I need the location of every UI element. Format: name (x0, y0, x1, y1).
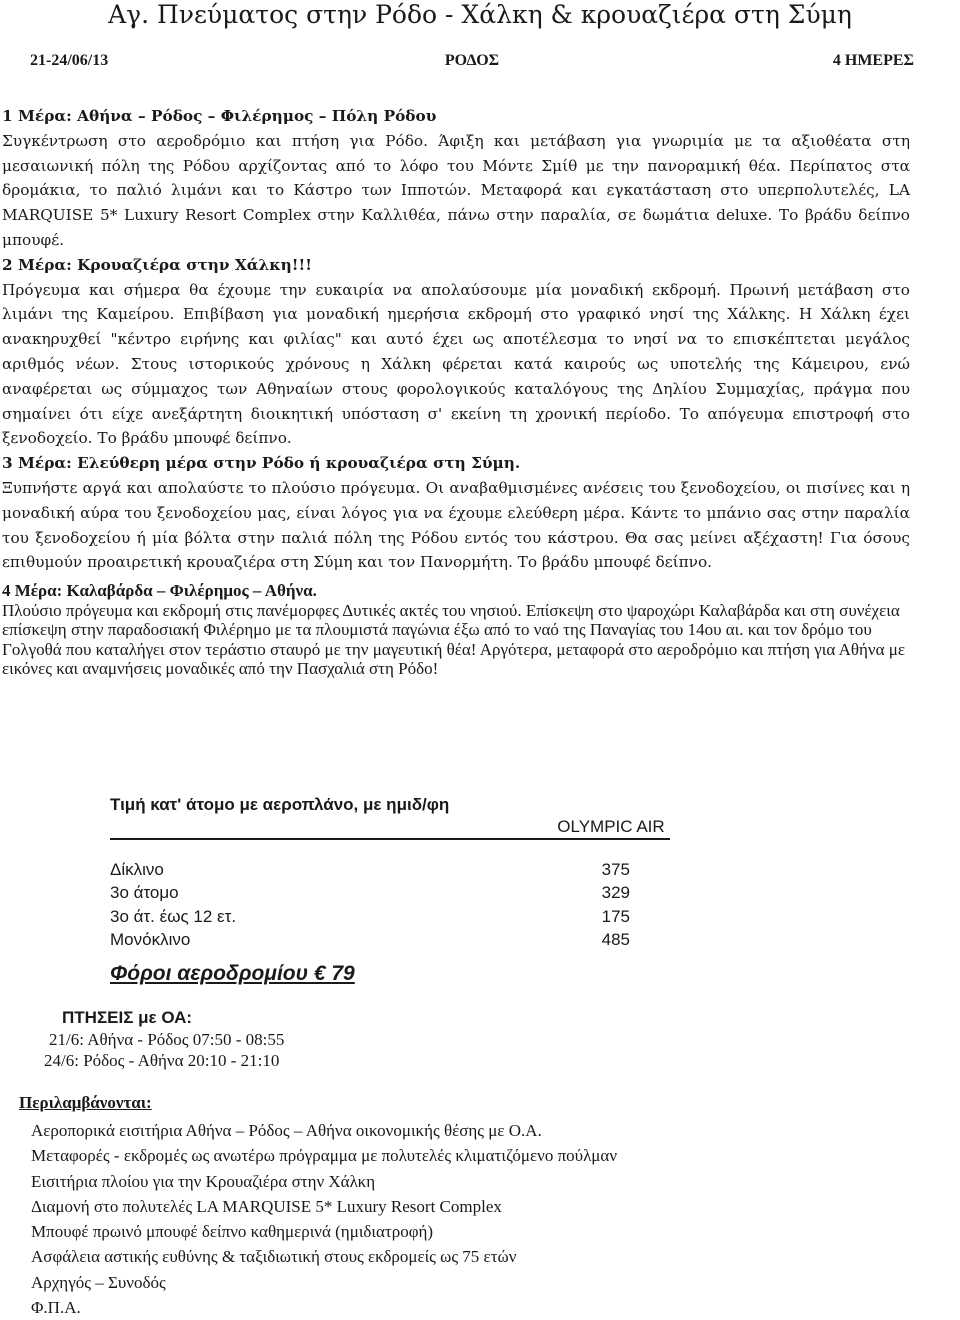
included-item: Ασφάλεια αστικής ευθύνης & ταξιδιωτική στους εκδρομείς ως 75 ετών (31, 1247, 517, 1267)
included-item: Αρχηγός – Συνοδός (31, 1272, 166, 1292)
day-4-heading: 4 Μέρα: Καλαβάρδα – Φιλέρημος – Αθήνα. (2, 581, 317, 601)
airline-name: OLYMPIC AIR (557, 817, 665, 836)
itinerary (2, 104, 910, 679)
price-value: 375 (601, 860, 630, 879)
price-row (110, 881, 630, 904)
price-label: Μονόκλινο (110, 929, 191, 949)
day-1-heading: 1 Μέρα: Αθήνα – Ρόδος – Φιλέρημος – Πόλη Ρόδου (2, 107, 437, 125)
price-table (110, 858, 630, 951)
price-label: 3ο άτομο (110, 883, 179, 903)
price-value: 175 (601, 906, 630, 926)
flight-return: 24/6: Ρόδος - Αθήνα 20:10 - 21:10 (44, 1051, 280, 1070)
trip-meta (30, 52, 914, 74)
airline-header (110, 816, 670, 840)
included-item: Εισιτήρια πλοίου για την Κρουαζιέρα στην Χάλκη (31, 1171, 376, 1191)
price-row (110, 905, 630, 928)
airport-tax: Φόροι αεροδρομίου € 79 (110, 962, 355, 985)
included-item: Μπουφέ πρωινό μπουφέ δείπνο καθημερινά (ημιδιατροφή) (31, 1222, 434, 1242)
day-2-heading: 2 Μέρα: Κρουαζιέρα στην Χάλκη!!! (2, 255, 312, 274)
flights-heading: ΠΤΗΣΕΙΣ με ΟΑ: (62, 1008, 193, 1027)
price-title: Τιμή κατ' άτομο με αεροπλάνο, με ημιδ/φη (110, 795, 450, 814)
trip-destination: ΡΟΔΟΣ (444, 52, 500, 69)
included-item: Μεταφορές - εκδρομές ως ανωτέρω πρόγραμμα με πολυτελές κλιματιζόμενο πούλμαν (31, 1146, 618, 1166)
included-heading: Περιλαμβάνονται: (19, 1093, 152, 1112)
price-value: 329 (601, 883, 630, 903)
price-label: 3ο άτ. έως 12 ετ. (110, 906, 237, 926)
day-3-heading: 3 Μέρα: Ελεύθερη μέρα στην Ρόδο ή κρουαζιέρα στη Σύμη. (2, 454, 521, 473)
included-item: Φ.Π.Α. (31, 1298, 81, 1318)
day-2-text: Πρόγευμα και σήμερα θα έχουμε την ευκαιρία να απολαύσουμε μία μοναδική εκδρομή. Πρωινή μετάβαση στο λιμάνι της Καμείρου. Επιβίβαση για μοναδική ημερήσια εκδρομή στο γραφικό νησί της Χάλκης. Η Χάλκη έχει ανακηρυχθεί "κέντρο ειρήνης και φιλίας" και αυτό έχει ως αποτέλεσμα το νησί να το επισκέπτεται μεγάλος αριθμός νέων. Στους ιστορικούς χρόνους η Χάλκη φέρεται κατά καιρούς ως υποτελής της Κάμειρου, ενώ αναφέρεται ως σύμμαχος των Αθηναίων στους φορολογικούς καταλόγους της Δηλίου Συμμαχίας, πράγμα που σημαίνει ότι είχε ανεξάρτητη διοικητική υπόσταση σ' εκείνη τη χρονική περίοδο. Το απόγευμα επιστροφή στο ξενοδοχείο. Το βράδυ μπουφέ δείπνο. (2, 280, 910, 448)
price-row (110, 928, 630, 951)
page-title: Αγ. Πνεύματος στην Ρόδο - Χάλκη & κρουαζιέρα στη Σύμη (108, 0, 852, 29)
day-1-text: Συγκέντρωση στο αεροδρόμιο και πτήση για Ρόδο. Άφιξη και μετάβαση για γνωριμία με τα αξιοθέατα στη μεσαιωνική πόλη της Ρόδου αρχίζοντας από το λόφο του Μόντε Σμίθ με την πανοραμική θέα. Περίπατος στα δρομάκια, το παλιό λιμάνι και το Κάστρο των Ιπποτών. Μεταφορά και εγκατάσταση στο υπερπολυτελές, LA MARQUISE 5* Luxury Resort Complex στην Καλλιθέα, πάνω στην παραλία, σε δωμάτια deluxe. Το βράδυ δείπνο μπουφέ. (2, 131, 910, 249)
price-label: Δίκλινο (110, 860, 164, 879)
trip-duration: 4 ΗΜΕΡΕΣ (832, 52, 914, 69)
price-value: 485 (601, 929, 630, 949)
day-4-text: Πλούσιο πρόγευμα και εκδρομή στις πανέμορφες Δυτικές ακτές του νησιού. Επίσκεψη στο ψαροχώρι Καλαβάρδα και στη συνέχεια επίσκεψη στην παραδοσιακή Φιλέρημο με τα πλουμιστά παγώνια έξω από το ναό της Παναγίας του 14ου αι. και τον δρόμο του Γολγοθά που καταλήγει στον τεράστιο σταυρό με την μαγευτική θέα! Αργότερα, μεταφορά στο αεροδρόμιο και πτήση για Αθήνα με εικόνες και αναμνήσεις μοναδικές από την Πασχαλιά στη Ρόδο! (2, 600, 906, 679)
price-row (110, 858, 630, 881)
day-3-text: Ξυπνήστε αργά και απολαύστε το πλούσιο πρόγευμα. Οι αναβαθμισμένες ανέσεις του ξενοδοχείου, οι πισίνες και η μοναδική αύρα του ξενοδοχείου μας, είναι λόγος για να έχουμε ελεύθερη μέρα. Κάντε το μπάνιο σας στην παραλία του ξενοδοχείου ή μία βόλτα στην παλιά πόλη της Ρόδου εντός του κάστρου. Θα σας μείνει αξέχαστη! Για όσους επιθυμούν προαιρετική κρουαζιέρα στη Σύμη και τον Πανορμήτη. Το βράδυ μπουφέ δείπνο. (2, 478, 910, 572)
included-item: Αεροπορικά εισιτήρια Αθήνα – Ρόδος – Αθήνα οικονομικής θέσης με Ο.Α. (31, 1121, 542, 1140)
trip-dates: 21-24/06/13 (30, 52, 109, 69)
included-list (31, 1118, 617, 1320)
flight-outbound: 21/6: Αθήνα - Ρόδος 07:50 - 08:55 (49, 1030, 285, 1049)
included-item: Διαμονή στο πολυτελές LA MARQUISE 5* Luxury Resort Complex (31, 1196, 502, 1216)
